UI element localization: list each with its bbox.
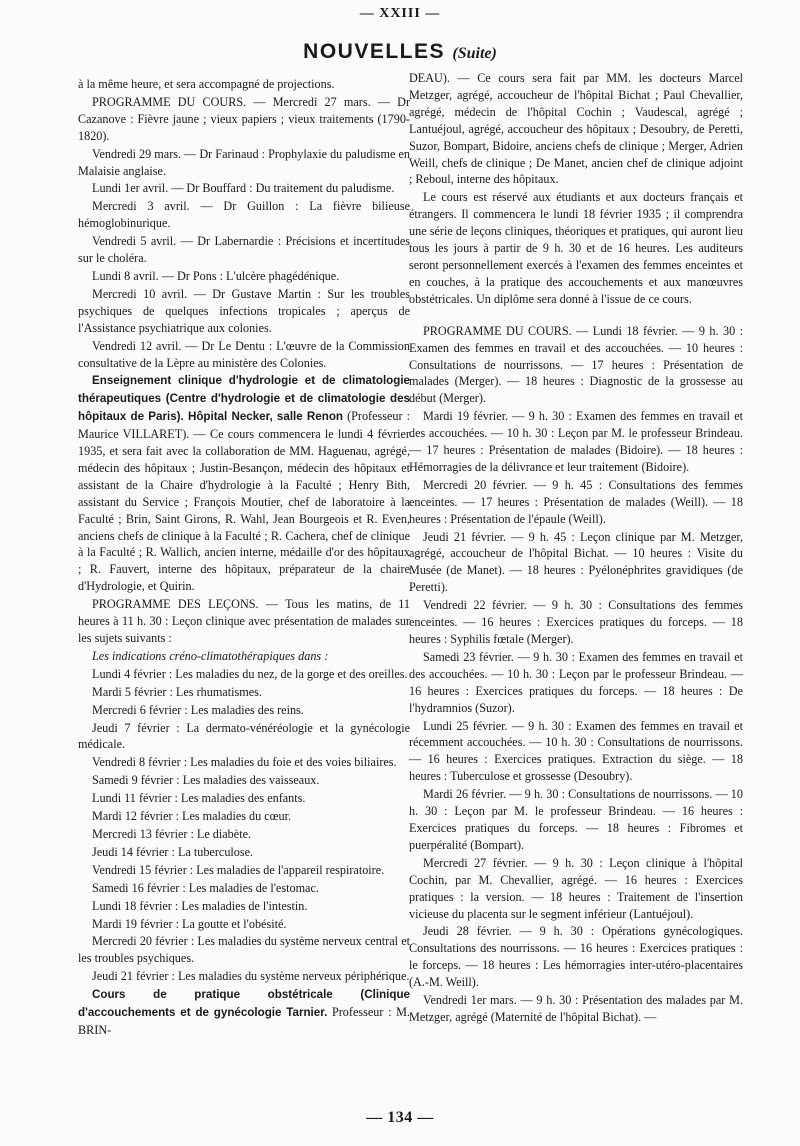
list-item: Lundi 18 février : Les maladies de l'intestin. xyxy=(92,898,308,913)
list-item: Vendredi 15 février : Les maladies de l'appareil respiratoire. xyxy=(92,862,385,877)
paragraph: Le cours est réservé aux étudiants et aux docteurs français et étrangers. Il commencera le lundi 18 février 1935 ; il comprendra une série de leçons cliniques, théoriques et pratiques, qui auront lieu tous les jours à partir de 9 h. 30 et de 16 heures. Les auditeurs seront personnellement exercés à l'examen des femmes enceintes et en couches, à la pratique des accouchements et aux manœuvres obstétricales. Un diplôme sera donné à l'issue de ce cours. xyxy=(409,190,743,306)
list-item: Jeudi 14 février : La tuberculose. xyxy=(92,844,254,859)
paragraph: à la même heure, et sera accompagné de projections. xyxy=(78,77,335,91)
section-title xyxy=(0,40,800,63)
programme-entry: Mercredi 20 février. — 9 h. 45 : Consultations des femmes enceintes. — 17 heures : Présentation de malades (Weill). — 18 heures : Présentation de l'épaule (Weill). xyxy=(409,477,743,526)
list-item: Mardi 5 février : Les rhumatismes. xyxy=(92,684,262,699)
tarnier-announcement xyxy=(78,986,410,1039)
list-item: Samedi 9 février : Les maladies des vaisseaux. xyxy=(92,773,320,788)
hydrology-programme: PROGRAMME DES LEÇONS. — Tous les matins, de 11 heures à 11 h. 30 : Leçon clinique avec présentation de malades sur les sujets suivants : xyxy=(78,597,410,645)
paragraph: Vendredi 12 avril. — Dr Le Dentu : L'œuvre de la Commission consultative de la Lèpre au ministère des Colonies. xyxy=(78,338,410,370)
list-item: Mercredi 6 février : Les maladies des reins. xyxy=(92,702,304,717)
paragraph: Mercredi 3 avril. — Dr Guillon : La fièvre bilieuse hémoglobinurique. xyxy=(78,199,410,231)
list-item: Mercredi 13 février : Le diabète. xyxy=(92,826,252,841)
hydrology-announcement xyxy=(78,372,410,595)
paragraph: Lundi 8 avril. — Dr Pons : L'ulcère phagédénique. xyxy=(92,268,340,283)
list-item: Jeudi 21 février : Les maladies du système nerveux périphérique. xyxy=(92,969,410,984)
paragraph: Mercredi 10 avril. — Dr Gustave Martin : Sur les troubles psychiques de quelques infections tropicales ; aperçus de l'Assistance psychiatrique aux colonies. xyxy=(78,286,410,335)
tarnier-heading: Cours de pratique obstétricale (Clinique d'accouchements et de gynécologie Tarnier. xyxy=(78,988,410,1020)
tarnier-lead: Professeur : M. BRIN- xyxy=(78,1005,410,1037)
programme-entry: Lundi 25 février. — 9 h. 30 : Examen des femmes en travail et récemment accouchées. — 10 h. 30 : Consultations de nourrissons. — 16 heures : Exercices pratiques. Extraction du siège. — 18 heures : Tuberculose et grossesse (Desoubry). xyxy=(409,718,743,784)
programme-entry: Vendredi 22 février. — 9 h. 30 : Consultations des femmes enceintes. — 16 heures : Exercices pratiques du forceps. — 18 heures : Syphilis fœtale (Merger). xyxy=(409,598,743,646)
list-item: Lundi 11 février : Les maladies des enfants. xyxy=(92,791,306,806)
section-title-suite: (Suite) xyxy=(452,45,497,62)
hydrology-indications: Les indications créno-climatothérapiques dans : xyxy=(92,648,329,663)
programme-entry: Jeudi 21 février. — 9 h. 45 : Leçon clinique par M. Metzger, agrégé, accoucheur de l'hôpital Bichat. — 10 heures : Visite du Musée (de Manet). — 18 heures : Pyélonéphrites gravidiques (de Peretti). xyxy=(409,529,743,595)
programme-entry: PROGRAMME DU COURS. — Lundi 18 février. — 9 h. 30 : Examen des femmes en travail et des accouchées. — 10 heures : Consultations de nourrissons. — 17 heures : Présentation de malades (Merger). — 18 heures : Diagnostic de la grossesse au début (Merger). xyxy=(409,323,743,406)
paragraph: Vendredi 29 mars. — Dr Farinaud : Prophylaxie du paludisme en Malaisie anglaise. xyxy=(78,146,410,178)
list-item: Mardi 12 février : Les maladies du cœur. xyxy=(92,809,291,824)
list-item: Lundi 4 février : Les maladies du nez, de la gorge et des oreilles. xyxy=(92,666,408,681)
programme-entry: Jeudi 28 février. — 9 h. 30 : Opérations gynécologiques. Consultations des nourrissons. — 16 heures : Exercices pratiques : le forceps. — 18 heures : Les hémorragies inter-utéro-placentaires (A.-M. Weill). xyxy=(409,924,743,990)
programme-entry: Mercredi 27 février. — 9 h. 30 : Leçon clinique à l'hôpital Cochin, par M. Chevallier, agrégé. — 16 heures : Exercices pratiques : la version. — 18 heures : Traitement de l'insertion vicieuse du placenta sur le segment inférieur (Lantuéjoul). xyxy=(409,855,743,921)
paragraph: Lundi 1er avril. — Dr Bouffard : Du traitement du paludisme. xyxy=(92,181,395,196)
paragraph: DEAU). — Ce cours sera fait par MM. les docteurs Marcel Metzger, agrégé, accoucheur de l'hôpital Bichat ; Paul Chevallier, agrégé, médecin de l'hôpital Cochin ; Vaudescal, agrégé ; Lantuéjoul, agrégé, accoucheur des hôpitaux ; Desoubry, de Peretti, Suzor, Bompart, Bidoire, anciens chefs de clinique ; Merger, Adrien Weill, chefs de clinique ; De Manet, ancien chef de clinique adjoint ; Reboul, interne des hôpitaux. xyxy=(409,71,743,187)
list-item: Mercredi 20 février : Les maladies du système nerveux central et les troubles psychiques. xyxy=(78,934,410,966)
hydrology-heading: Enseignement clinique d'hydrologie et de climatologie thérapeutiques (Centre d'hydrologie et de climatologie des hôpitaux de Paris). Hôpital Necker, salle Renon xyxy=(78,374,410,424)
left-column xyxy=(78,76,410,1040)
list-item: Mardi 19 février : La goutte et l'obésité. xyxy=(92,916,287,931)
paragraph: Vendredi 5 avril. — Dr Labernardie : Précisions et incertitudes sur le choléra. xyxy=(78,234,410,266)
right-column xyxy=(409,70,743,1027)
page-number: — 134 — xyxy=(366,1109,434,1126)
page-roman-numeral: — XXIII — xyxy=(359,6,441,21)
hydrology-lessons-list xyxy=(78,666,410,985)
list-item: Vendredi 8 février : Les maladies du foie et des voies biliaires. xyxy=(92,755,397,770)
section-title-text: NOUVELLES xyxy=(303,40,446,63)
programme-entry: Vendredi 1er mars. — 9 h. 30 : Présentation des malades par M. Metzger, agrégé (Maternité de l'hôpital Bichat). — xyxy=(409,993,743,1024)
programme-entry: Samedi 23 février. — 9 h. 30 : Examen des femmes en travail et des accouchées. — 10 h. 30 : Leçon par le professeur Brindeau. — 16 heures : Exercices pratiques du forceps. — 18 heures : De l'hydramnios (Suzor). xyxy=(409,649,743,715)
list-item: Jeudi 7 février : La dermato-vénéréologie et la gynécologie médicale. xyxy=(78,720,410,752)
hydrology-body: (Professeur : Maurice VILLARET). — Ce cours commencera le lundi 4 février 1935, et sera fait avec la collaboration de MM. Haguenau, agrégé, médecin des hôpitaux ; Justin-Besançon, médecin des hôpitaux et assistant de la Chaire d'hydrologie à la Faculté ; Henry Bith, assistant du Service ; François Moutier, chef de laboratoire à la Faculté ; Brin, Saint Girons, R. Wahl, Jean Bourgeois et R. Even, anciens chefs de clinique à la Faculté ; R. Cachera, chef de clinique à la Faculté ; R. Wallich, ancien interne, médaille d'or des hôpitaux ; R. Fauvert, interne des hôpitaux, préparateur de la chaire d'Hydrologie, et Quirin. xyxy=(78,409,410,594)
programme-entry: Mardi 26 février. — 9 h. 30 : Consultations de nourrissons. — 10 h. 30 : Leçon par M. le professeur Brindeau. — 16 heures : Exercices pratiques du forceps. — 18 heures : Fibromes et puerpéralité (Bompart). xyxy=(409,787,743,852)
spacer xyxy=(409,309,743,323)
paragraph: PROGRAMME DU COURS. — Mercredi 27 mars. — Dr Cazanove : Fièvre jaune ; vieux papiers ; vieux traitements (1790-1820). xyxy=(78,94,410,143)
programme-entry: Mardi 19 février. — 9 h. 30 : Examen des femmes en travail et des accouchées. — 10 h. 30 : Leçon par M. le professeur Brindeau. — 17 heures : Présentation de malades (Bidoire). — 18 heures : Hémorragies de la délivrance et leur traitement (Bidoire). xyxy=(409,409,743,474)
list-item: Samedi 16 février : Les maladies de l'estomac. xyxy=(92,880,319,895)
